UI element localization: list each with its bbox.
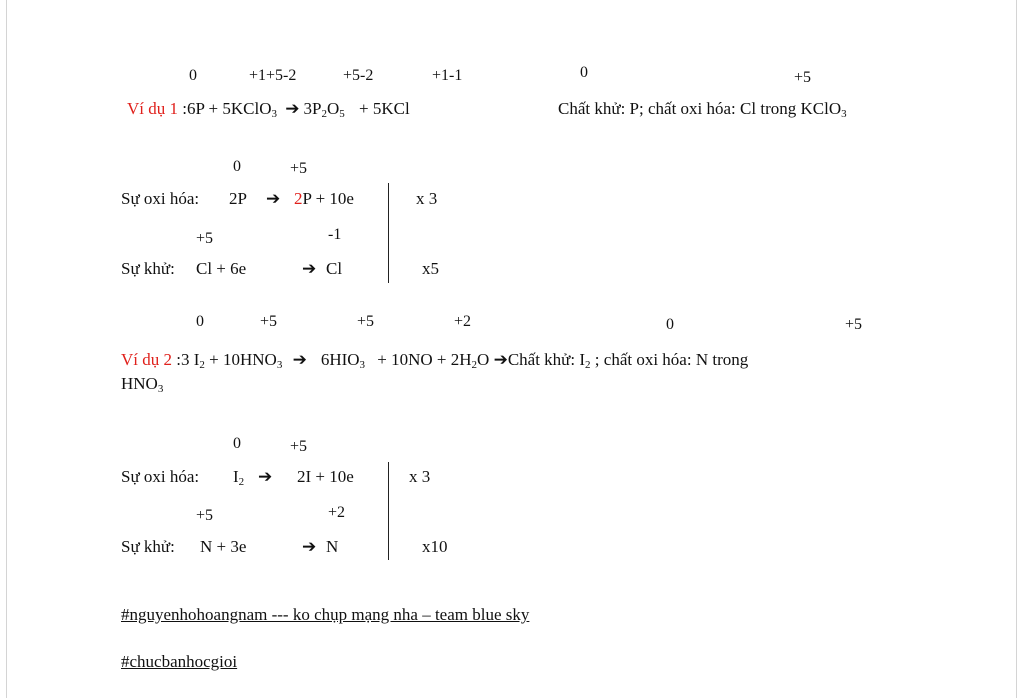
ex2-oxidation-label: Sự oxi hóa: xyxy=(121,467,200,486)
ex2-note-sub: 2 xyxy=(585,359,591,371)
ex2-sub: 3 xyxy=(359,359,366,371)
ex1-ox-label: 0 xyxy=(189,67,197,84)
ex1-ox-label: 0 xyxy=(580,64,588,81)
arrow-icon: ➔ xyxy=(302,537,317,556)
ex2-eq-e: O xyxy=(477,350,490,369)
ex2-equation xyxy=(121,350,748,370)
ex2-half-ox-label: 0 xyxy=(233,435,241,452)
ex2-label: Ví dụ 2 xyxy=(121,350,177,369)
ex1-eq-start: :6P + 5KClO xyxy=(182,99,272,118)
ex2-red-mult: x10 xyxy=(422,537,448,556)
footer-hashtag-line: #chucbanhocgioi xyxy=(121,652,238,671)
ex2-ox-label: +5 xyxy=(260,313,278,330)
ex2-sub: 3 xyxy=(276,359,283,371)
ex1-ox-right xyxy=(294,189,354,209)
ex2-ox-label: 0 xyxy=(666,316,674,333)
ex2-ox-label: +5 xyxy=(845,316,863,333)
ex1-ox-left: 2P xyxy=(229,189,247,208)
ex1-note xyxy=(558,99,847,119)
ex2-red-left: N + 3e xyxy=(200,537,247,556)
ex2-hno3 xyxy=(121,374,163,394)
arrow-icon: ➔ xyxy=(285,99,300,118)
ex1-p2o5-a: 3P xyxy=(303,99,322,118)
arrow-icon: ➔ xyxy=(266,189,281,208)
ex1-ox-label: +5-2 xyxy=(343,67,374,84)
footer-hashtag-line: #nguyenhohoangnam --- ko chụp mạng nha – team blue sky xyxy=(121,605,530,624)
arrow-icon: ➔ xyxy=(258,467,273,486)
arrow-icon: ➔ xyxy=(302,259,317,278)
ex1-equation xyxy=(127,99,410,119)
ex1-reduction-label: Sự khử: xyxy=(121,259,175,278)
ex2-sub: 2 xyxy=(199,359,205,371)
ex1-ox-label: +1-1 xyxy=(432,67,463,84)
ex2-note-b: ; chất oxi hóa: N trong xyxy=(590,350,749,369)
arrow-icon: ➔ xyxy=(493,350,508,369)
ex2-eq-a: :3 I xyxy=(176,350,200,369)
ex1-p2o5-o: O xyxy=(326,99,340,118)
ex2-red-right: N xyxy=(326,537,339,556)
ex1-sub: 3 xyxy=(271,108,277,120)
ex2-ox-label: +5 xyxy=(357,313,375,330)
arrow-icon: ➔ xyxy=(292,350,307,369)
ex1-ox-mult: x 3 xyxy=(416,189,438,208)
ex1-sub: 2 xyxy=(321,108,327,120)
ex1-ox-label: +5 xyxy=(794,69,812,86)
ex2-ox-left-sub: 2 xyxy=(238,476,245,488)
ex1-sub: 5 xyxy=(339,108,345,120)
ex2-divider xyxy=(388,462,389,560)
ex2-ox-label: +2 xyxy=(454,313,472,330)
ex2-ox-label: 0 xyxy=(196,313,204,330)
ex2-ox-mult: x 3 xyxy=(409,467,431,486)
ex1-oxidation-label: Sự oxi hóa: xyxy=(121,189,200,208)
ex1-kcl: + 5KCl xyxy=(359,99,410,118)
page-left-edge xyxy=(6,0,7,698)
ex1-half-red-label: -1 xyxy=(328,226,342,243)
ex1-ox-red-digit: 2 xyxy=(294,189,303,208)
ex2-ox-left xyxy=(233,467,244,487)
ex1-red-left: Cl + 6e xyxy=(196,259,247,278)
ex2-eq-c: 6HIO xyxy=(320,350,360,369)
ex1-red-mult: x5 xyxy=(422,259,439,278)
ex2-half-red-label: +2 xyxy=(328,504,346,521)
ex1-divider xyxy=(388,183,389,283)
ex1-ox-label: +1+5-2 xyxy=(249,67,297,84)
ex2-half-red-label: +5 xyxy=(196,507,214,524)
ex1-label: Ví dụ 1 xyxy=(127,99,183,118)
ex1-ox-right-text: P + 10e xyxy=(302,189,354,208)
ex2-hno: HNO xyxy=(121,374,158,393)
ex1-half-ox-label: 0 xyxy=(233,158,241,175)
ex1-red-right: Cl xyxy=(326,259,343,278)
ex1-half-ox-label: +5 xyxy=(290,160,308,177)
ex2-reduction-label: Sự khử: xyxy=(121,537,175,556)
page-right-edge xyxy=(1016,0,1017,698)
ex1-note-text: Chất khử: P; chất oxi hóa: Cl trong KClO xyxy=(558,99,842,118)
ex1-note-sub: 3 xyxy=(841,108,847,120)
ex2-hno-sub: 3 xyxy=(157,383,164,395)
ex1-half-red-label: +5 xyxy=(196,230,214,247)
ex2-ox-right: 2I + 10e xyxy=(297,467,354,486)
ex2-eq-b: + 10HNO xyxy=(204,350,277,369)
ex2-sub: 2 xyxy=(471,359,478,371)
ex2-ox-left-text: I xyxy=(233,467,239,486)
ex2-note-a: Chất khử: I xyxy=(507,350,586,369)
ex2-eq-d: + 10NO + 2H xyxy=(377,350,472,369)
ex2-half-ox-label: +5 xyxy=(290,438,308,455)
